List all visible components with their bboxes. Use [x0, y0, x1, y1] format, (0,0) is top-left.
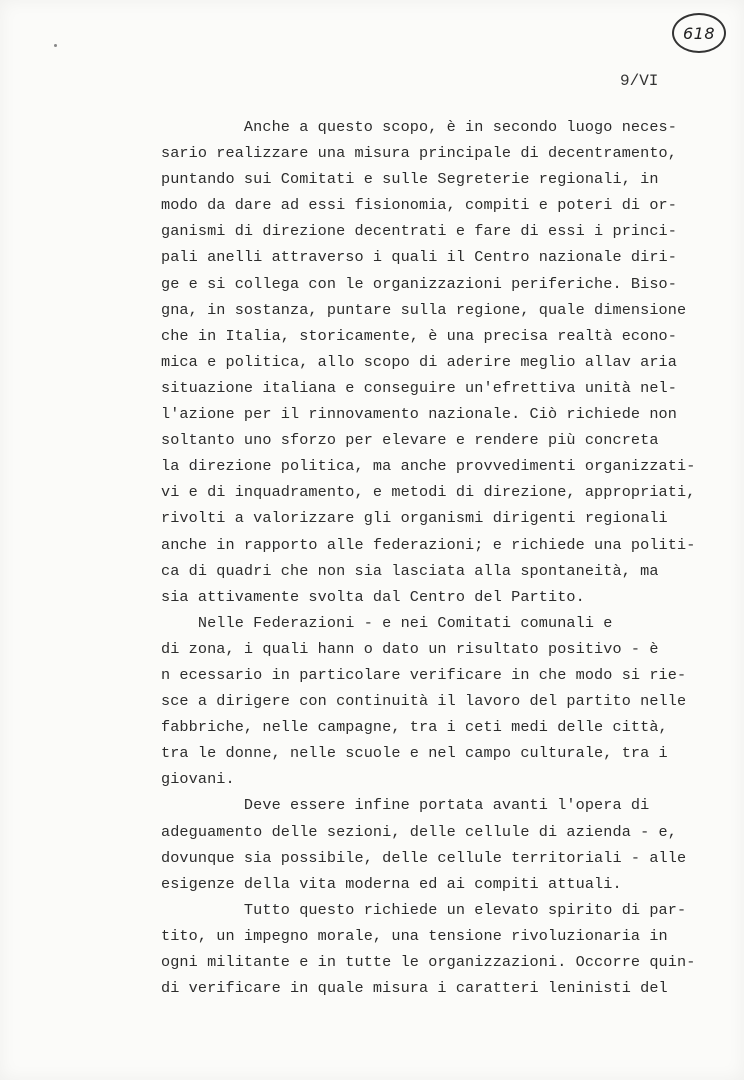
- text-line: gna, in sostanza, puntare sulla regione, quale dimensione: [161, 300, 687, 319]
- text-line: modo da dare ad essi fisionomia, compiti e poteri di or-: [161, 196, 677, 215]
- text-line: Tutto questo richiede un elevato spirito di par-: [161, 900, 687, 919]
- text-line: di verificare in quale misura i caratteri leninisti del: [161, 979, 668, 998]
- text-line: tra le donne, nelle scuole e nel campo culturale, tra i: [161, 744, 668, 763]
- text-line: Anche a questo scopo, è in secondo luogo neces-: [161, 118, 677, 136]
- text-line: n ecessario in particolare verificare in che modo si rie-: [161, 665, 687, 684]
- text-line: sce a dirigere con continuità il lavoro del partito nelle: [161, 692, 687, 711]
- text-line: rivolti a valorizzare gli organismi dirigenti regionali: [161, 509, 668, 528]
- text-line: giovani.: [161, 770, 235, 789]
- text-line: sia attivamente svolta dal Centro del Partito.: [161, 587, 585, 606]
- text-line: ge e si collega con le organizzazioni periferiche. Biso-: [161, 274, 677, 293]
- text-line: ganismi di direzione decentrati e fare di essi i princi-: [161, 222, 677, 241]
- text-line: puntando sui Comitati e sulle Segreterie regionali, in: [161, 170, 659, 189]
- text-line: ca di quadri che non sia lasciata alla spontaneità, ma: [161, 561, 659, 580]
- text-line: situazione italiana e conseguire un'efrettiva unità nel-: [161, 378, 677, 397]
- text-line: Deve essere infine portata avanti l'opera di: [161, 796, 650, 815]
- text-line: vi e di inquadramento, e metodi di direzione, appropriati,: [161, 483, 696, 502]
- page-number: 9/VI: [620, 72, 659, 90]
- text-line: anche in rapporto alle federazioni; e richiede una politi-: [161, 535, 696, 554]
- text-line: di zona, i quali hann o dato un risultato positivo - è: [161, 639, 659, 658]
- text-line: fabbriche, nelle campagne, tra i ceti medi delle città,: [161, 718, 668, 737]
- text-line: Nelle Federazioni - e nei Comitati comunali e: [161, 613, 613, 632]
- text-line: dovunque sia possibile, delle cellule territoriali - alle: [161, 848, 687, 867]
- text-line: sario realizzare una misura principale di decentramento,: [161, 144, 677, 163]
- text-line: soltanto uno sforzo per elevare e rendere più concreta: [161, 431, 659, 450]
- text-line: l'azione per il rinnovamento nazionale. Ciò richiede non: [161, 405, 677, 424]
- paper-speck: [54, 44, 57, 47]
- text-line: ogni militante e in tutte le organizzazioni. Occorre quin-: [161, 953, 696, 971]
- text-line: esigenze della vita moderna ed ai compiti attuali.: [161, 874, 622, 893]
- text-line: adeguamento delle sezioni, delle cellule di azienda - e,: [161, 822, 677, 841]
- text-line: mica e politica, allo scopo di aderire meglio allav aria: [161, 352, 677, 371]
- text-line: tito, un impegno morale, una tensione rivoluzionaria in: [161, 926, 668, 945]
- text-line: che in Italia, storicamente, è una precisa realtà econo-: [161, 326, 677, 345]
- archive-page-stamp: 618: [672, 13, 726, 53]
- body-text: [161, 114, 701, 1001]
- text-line: pali anelli attraverso i quali il Centro nazionale diri-: [161, 248, 677, 267]
- text-line: la direzione politica, ma anche provvedimenti organizzati-: [161, 457, 696, 476]
